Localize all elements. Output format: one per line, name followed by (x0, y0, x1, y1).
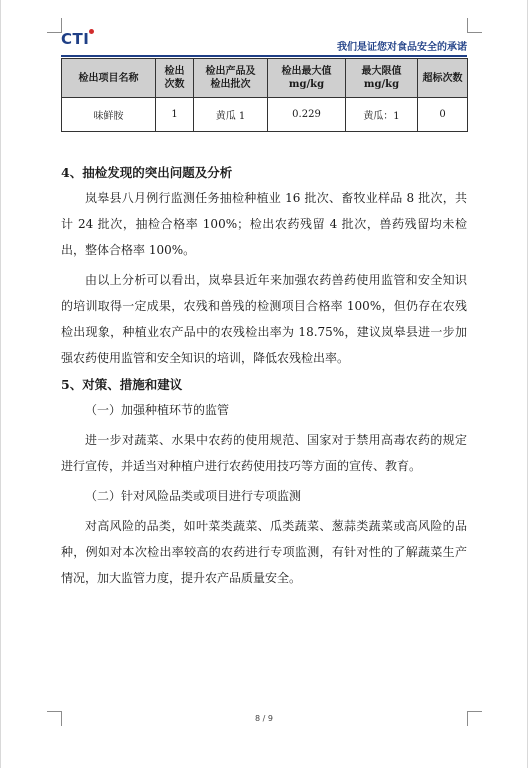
table-cell: 黄瓜 1 (194, 98, 268, 132)
crop-mark-top-left (47, 18, 62, 33)
table-header-cell: 检出最大值 mg/kg (268, 59, 346, 98)
page-header (61, 30, 467, 54)
table-header-cell: 检出 次数 (156, 59, 194, 98)
section-5-heading: 5、对策、措施和建议 (61, 377, 183, 392)
table-header-cell: 最大限值 mg/kg (346, 59, 418, 98)
section-4-heading: 4、抽检发现的突出问题及分析 (61, 165, 233, 180)
section-5-sub-2: （二）针对风险品类或项目进行专项监测 (85, 489, 302, 503)
table-header-cell: 检出产品及 检出批次 (194, 59, 268, 98)
report-body (61, 163, 467, 591)
table-cell: 味鲜胺 (62, 98, 156, 132)
section-5-paragraph-1: 进一步对蔬菜、水果中农药的使用规范、国家对于禁用高毒农药的规定进行宣传，并适当对种植户进行农药使用技巧等方面的宣传、教育。 (61, 433, 467, 473)
table-row (62, 98, 468, 132)
detection-table (61, 58, 468, 132)
section-5-paragraph-2: 对高风险的品类，如叶菜类蔬菜、瓜类蔬菜、葱蒜类蔬菜或高风险的品种，例如对本次检出率较高的农药进行专项监测，有针对性的了解蔬菜生产情况，加大监管力度，提升农产品质量安全。 (61, 519, 467, 585)
section-4-paragraph-2: 由以上分析可以看出，岚皋县近年来加强农药兽药使用监管和安全知识的培训取得一定成果，农残和兽残的检测项目合格率 100%，但仍存在农残检出现象，种植业农产品中的农残检出率为 18.75%，建议岚皋县进一步加强农药使用监管和安全知识的培训，降低农残检出率。 (61, 273, 467, 365)
logo-dot-icon (89, 29, 94, 34)
table-cell: 0 (418, 98, 468, 132)
table-cell: 0.229 (268, 98, 346, 132)
table-header-cell: 超标次数 (418, 59, 468, 98)
cti-logo: CTI (61, 30, 89, 48)
crop-mark-top-right (467, 18, 482, 33)
table-header-cell: 检出项目名称 (62, 59, 156, 98)
table-header-row (62, 59, 468, 98)
page-number: 8 / 9 (255, 714, 273, 723)
header-rule (61, 55, 467, 57)
table-cell: 黄瓜：1 (346, 98, 418, 132)
header-slogan: 我们是证您对食品安全的承诺 (337, 42, 467, 53)
table-cell: 1 (156, 98, 194, 132)
section-5-sub-1: （一）加强种植环节的监管 (85, 403, 230, 417)
section-4-paragraph-1: 岚皋县八月例行监测任务抽检种植业 16 批次、畜牧业样品 8 批次，共计 24 批次，抽检合格率 100%；检出农药残留 4 批次，兽药残留均未检出，整体合格率 100%。 (61, 191, 467, 257)
